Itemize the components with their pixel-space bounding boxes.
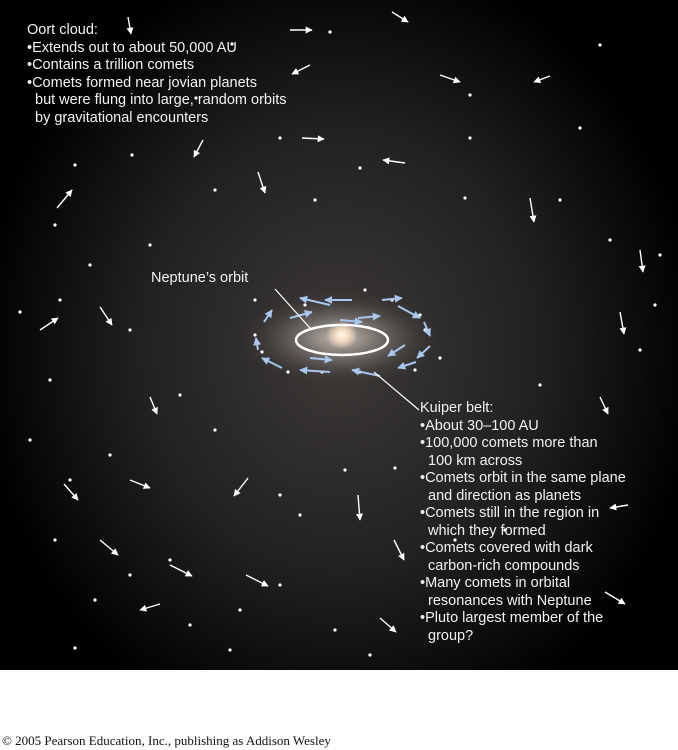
comet-dot <box>253 298 256 301</box>
comet-dot <box>228 648 231 651</box>
kuiper-belt-text <box>420 400 626 645</box>
copyright-notice: © 2005 Pearson Education, Inc., publishing as Addison Wesley <box>2 733 331 748</box>
kuiper-belt-line: carbon-rich compounds <box>428 557 580 574</box>
kuiper-belt-line: • About 30–100 AU <box>420 418 626 436</box>
comet-dot <box>68 478 71 481</box>
comet-dot <box>213 188 216 191</box>
comet-dot <box>413 368 416 371</box>
comet-dot <box>48 378 51 381</box>
comet-dot <box>313 198 316 201</box>
comet-dot <box>578 126 581 129</box>
comet-dot <box>393 466 396 469</box>
comet-dot <box>188 623 191 626</box>
comet-dot <box>18 310 21 313</box>
comet-arrow <box>302 138 324 139</box>
comet-dot <box>463 196 466 199</box>
comet-dot <box>608 238 611 241</box>
comet-dot <box>128 328 131 331</box>
comet-dot <box>168 558 171 561</box>
comet-dot <box>278 136 281 139</box>
neptune-orbit-label: Neptune’s orbit <box>151 270 249 286</box>
comet-dot <box>598 43 601 46</box>
comet-dot <box>558 198 561 201</box>
kuiper-belt-line: • 100,000 comets more than <box>420 435 626 453</box>
kuiper-belt-line: • Many comets in orbital <box>420 575 626 593</box>
kuiper-belt-line: group? <box>428 627 474 644</box>
comet-dot <box>658 253 661 256</box>
kuiper-belt-line: which they formed <box>428 522 546 539</box>
comet-dot <box>108 453 111 456</box>
comet-dot <box>73 163 76 166</box>
comet-dot <box>278 583 281 586</box>
comet-dot <box>303 303 306 306</box>
comet-dot <box>73 646 76 649</box>
comet-dot <box>178 393 181 396</box>
kuiper-belt-line: • Comets still in the region in <box>420 505 626 523</box>
kuiper-belt-line: • Comets covered with dark <box>420 540 626 558</box>
oort-cloud-line: • Extends out to about 50,000 AU <box>27 40 286 58</box>
kuiper-belt-line: resonances with Neptune <box>428 592 592 609</box>
kuiper-belt-line: 100 km across <box>428 452 523 469</box>
comet-dot <box>358 166 361 169</box>
comet-dot <box>53 223 56 226</box>
oort-cloud-line: • Comets formed near jovian planets <box>27 75 286 93</box>
comet-dot <box>653 303 656 306</box>
comet-dot <box>148 243 151 246</box>
comet-dot <box>333 628 336 631</box>
oort-cloud-line: but were flung into large, random orbits <box>35 92 287 108</box>
comet-dot <box>28 438 31 441</box>
comet-dot <box>368 653 371 656</box>
kuiper-belt-line: • Comets orbit in the same plane <box>420 470 626 488</box>
oort-cloud-title: Oort cloud: <box>27 22 98 38</box>
comet-dot <box>468 93 471 96</box>
comet-dot <box>253 333 256 336</box>
kuiper-belt-title: Kuiper belt: <box>420 400 494 416</box>
comet-dot <box>638 348 641 351</box>
comet-dot <box>468 136 471 139</box>
kuiper-belt-line: • Pluto largest member of the <box>420 610 626 628</box>
comet-dot <box>298 513 301 516</box>
comet-dot <box>538 383 541 386</box>
comet-dot <box>278 493 281 496</box>
comet-dot <box>93 598 96 601</box>
comet-dot <box>130 153 133 156</box>
comet-dot <box>213 428 216 431</box>
comet-dot <box>260 350 263 353</box>
comet-dot <box>363 288 366 291</box>
oort-cloud-text <box>27 22 286 127</box>
comet-dot <box>343 468 346 471</box>
kuiper-belt-line: and direction as planets <box>428 487 582 504</box>
comet-dot <box>58 298 61 301</box>
comet-dot <box>418 313 421 316</box>
comet-dot <box>128 573 131 576</box>
comet-dot <box>286 370 289 373</box>
comet-dot <box>53 538 56 541</box>
comet-dot <box>438 356 441 359</box>
comet-dot <box>88 263 91 266</box>
comet-dot <box>238 608 241 611</box>
oort-cloud-line: • Contains a trillion comets <box>27 57 286 75</box>
comet-dot <box>328 30 331 33</box>
oort-cloud-line: by gravitational encounters <box>35 109 209 126</box>
